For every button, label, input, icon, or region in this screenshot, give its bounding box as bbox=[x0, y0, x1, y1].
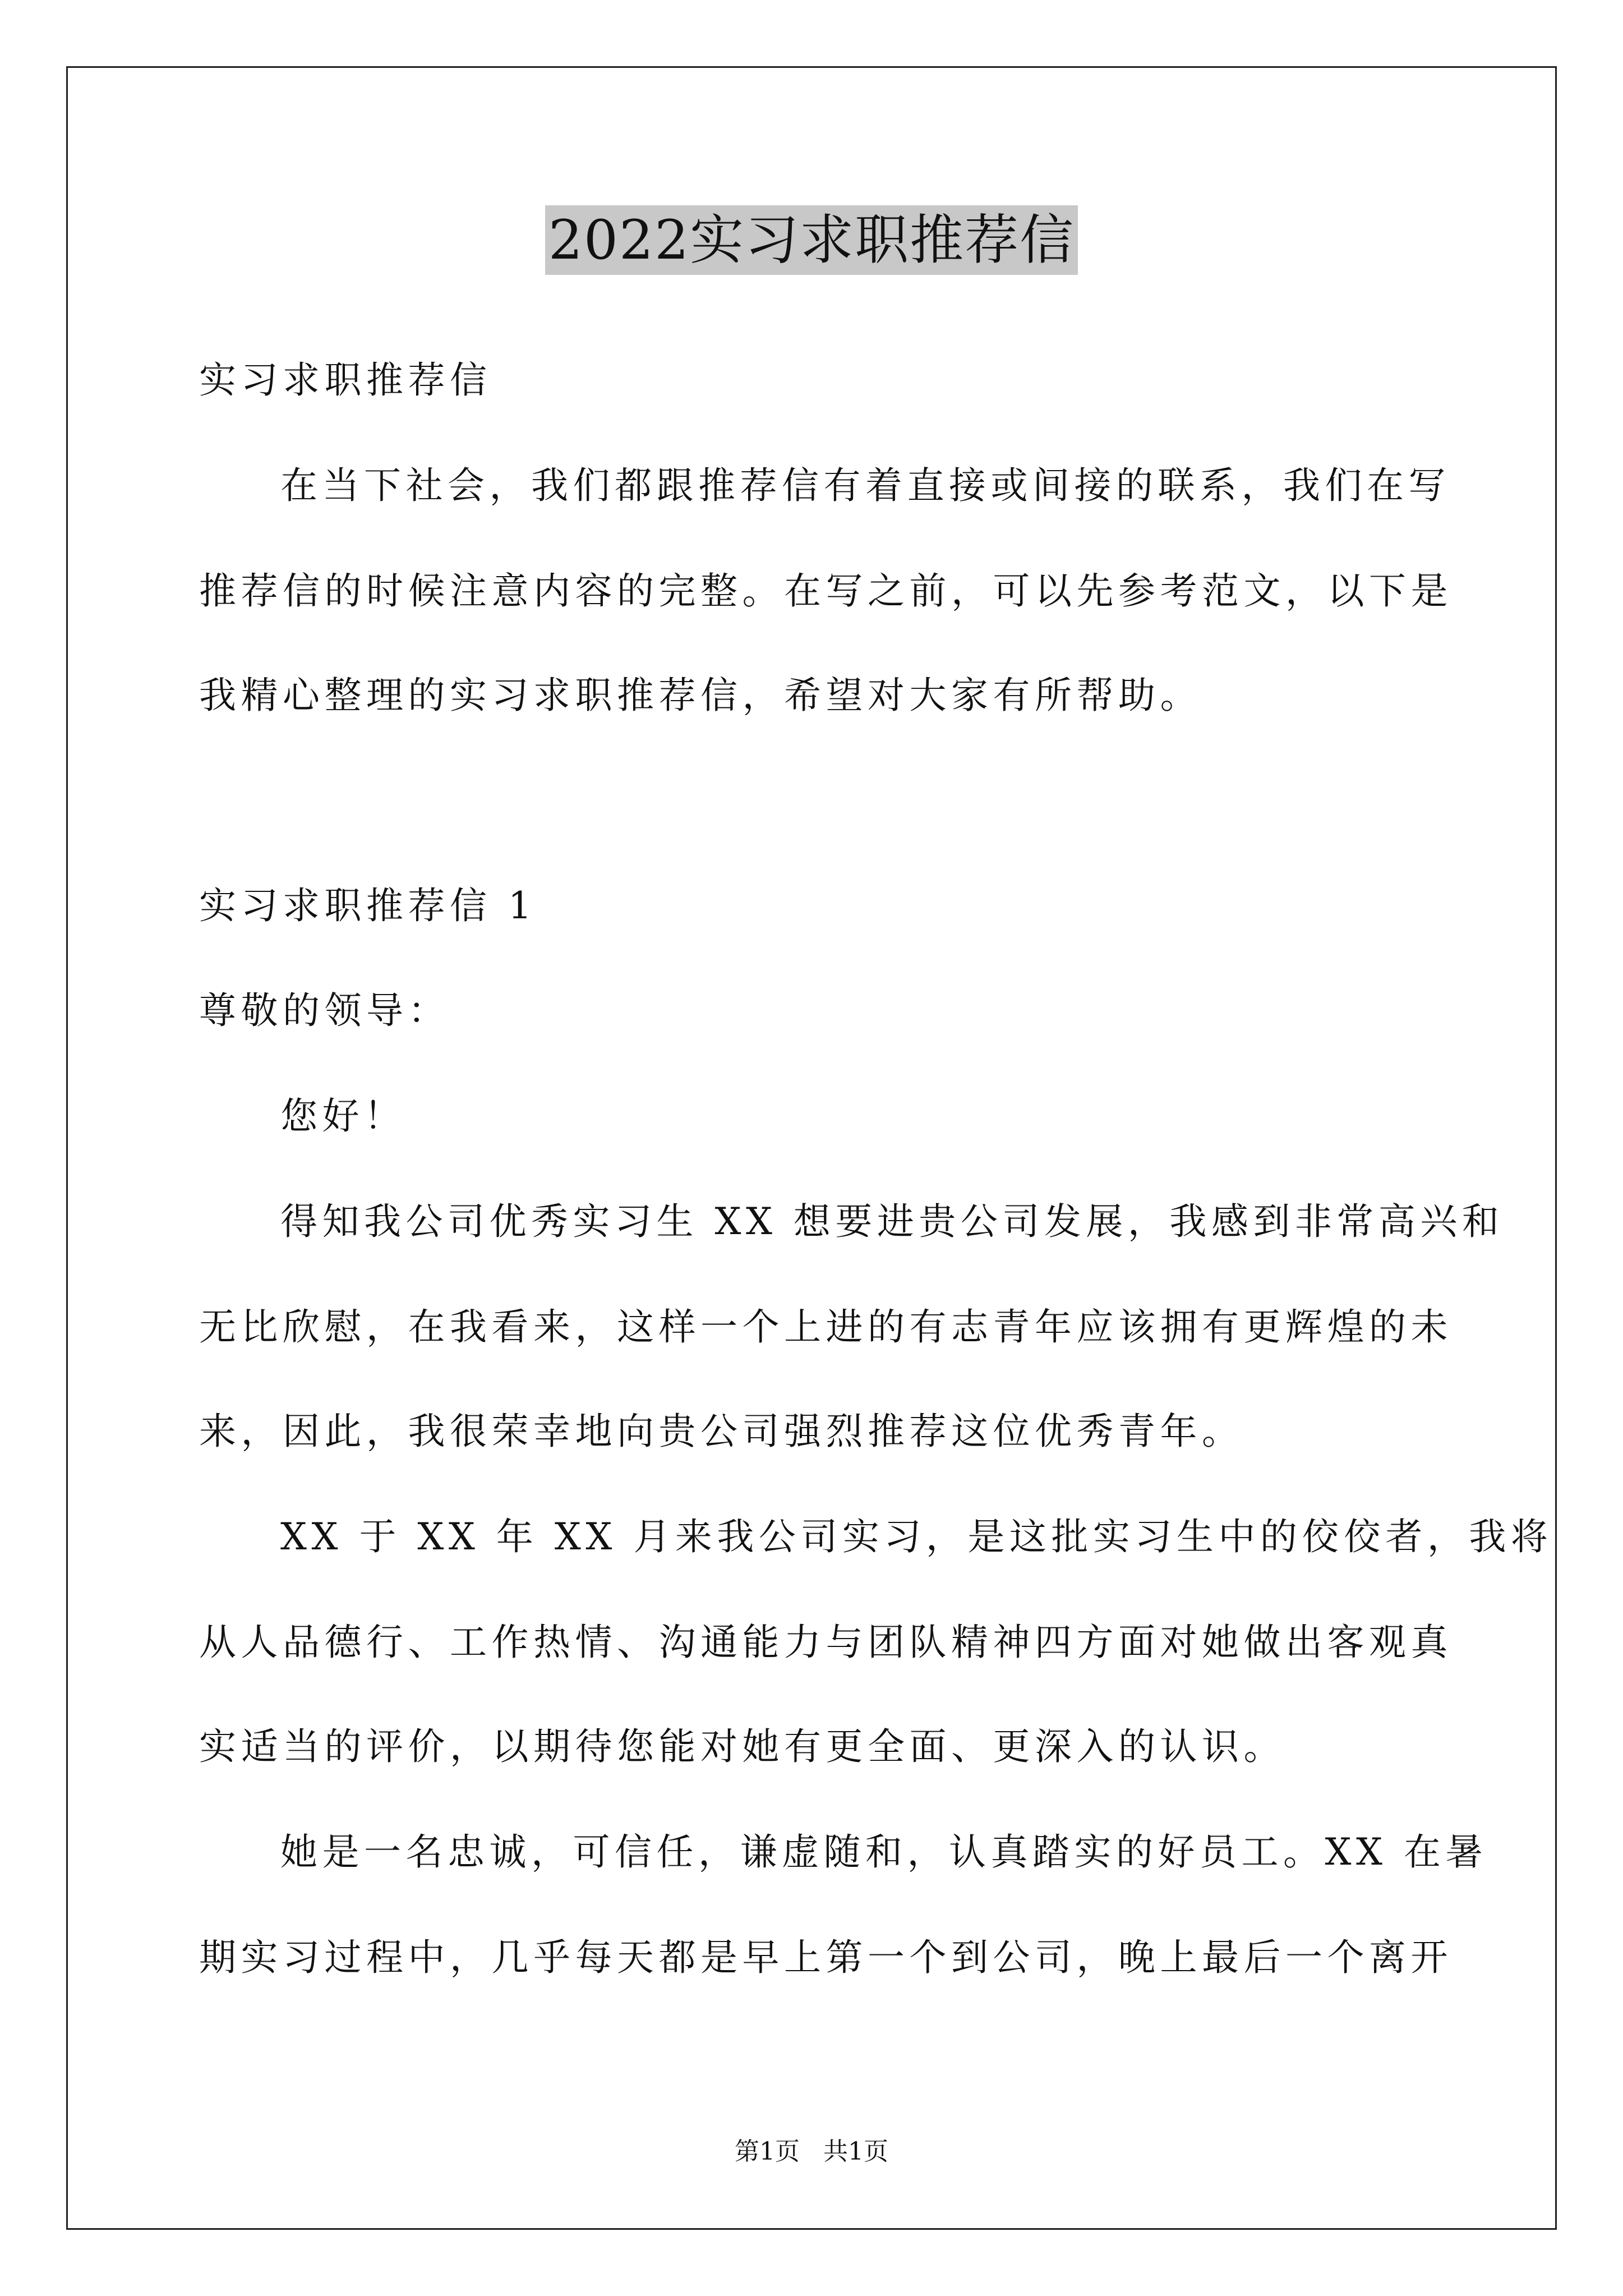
greeting: 您好！ bbox=[280, 1094, 406, 1138]
paragraph-line: 实适当的评价，以期待您能对她有更全面、更深入的认识。 bbox=[199, 1725, 1285, 1768]
page-footer: 第1页 共1页 bbox=[735, 2137, 888, 2166]
document-title bbox=[0, 206, 1623, 274]
paragraph-line: 得知我公司优秀实习生 XX 想要进贵公司发展，我感到非常高兴和 bbox=[280, 1200, 1504, 1243]
paragraph-line: 我精心整理的实习求职推荐信，希望对大家有所帮助。 bbox=[199, 674, 1202, 717]
paragraph-line: 她是一名忠诚，可信任，谦虚随和，认真踏实的好员工。XX 在暑 bbox=[280, 1830, 1487, 1874]
paragraph-line: 无比欣慰，在我看来，这样一个上进的有志青年应该拥有更辉煌的未 bbox=[199, 1305, 1453, 1349]
paragraph-line: 期实习过程中，几乎每天都是早上第一个到公司，晚上最后一个离开 bbox=[199, 1936, 1453, 1979]
paragraph-line: 在当下社会，我们都跟推荐信有着直接或间接的联系，我们在写 bbox=[280, 464, 1450, 507]
paragraph-line: XX 于 XX 年 XX 月来我公司实习，是这批实习生中的佼佼者，我将 bbox=[280, 1515, 1553, 1558]
document-title-text: 2022实习求职推荐信 bbox=[545, 205, 1078, 275]
salutation: 尊敬的领导： bbox=[199, 989, 450, 1032]
paragraph-line: 推荐信的时候注意内容的完整。在写之前，可以先参考范文，以下是 bbox=[199, 569, 1453, 613]
paragraph-line: 从人品德行、工作热情、沟通能力与团队精神四方面对她做出客观真 bbox=[199, 1621, 1453, 1664]
section-heading: 实习求职推荐信 bbox=[199, 358, 492, 402]
paragraph-line: 来，因此，我很荣幸地向贵公司强烈推荐这位优秀青年。 bbox=[199, 1410, 1244, 1453]
letter-heading: 实习求职推荐信 1 bbox=[199, 884, 537, 927]
